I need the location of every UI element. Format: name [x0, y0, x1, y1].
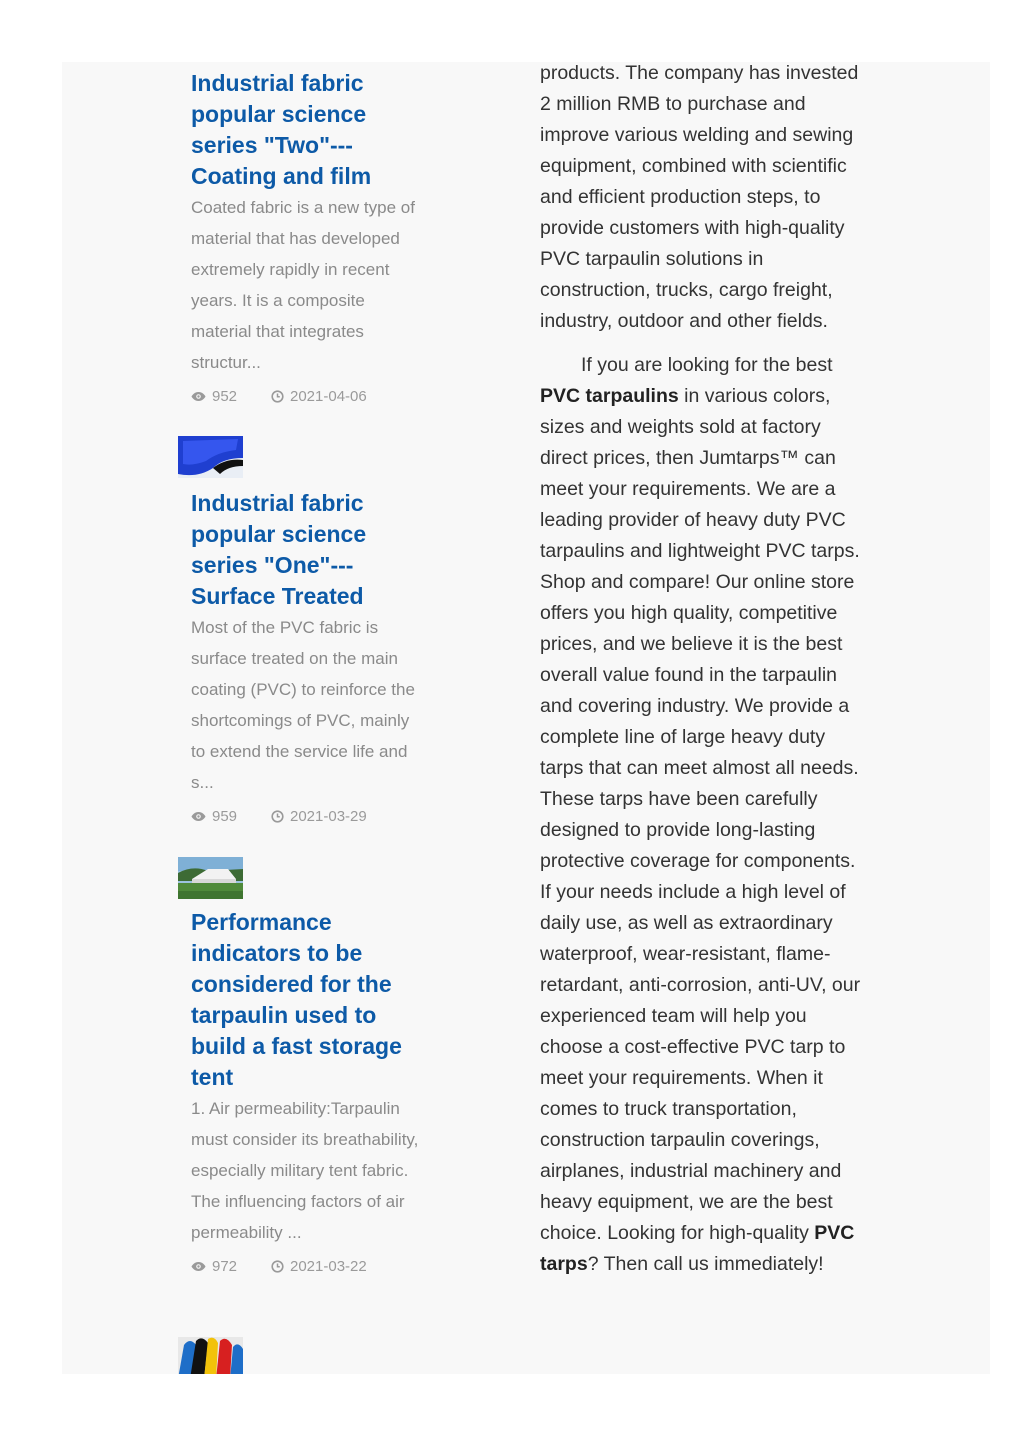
article-meta — [191, 802, 431, 830]
article-title-link[interactable]: Industrial fabric popular science series "Two"---Coating and film — [191, 70, 372, 189]
content-panel — [62, 62, 990, 1374]
storage-tent-image — [178, 857, 243, 899]
article-thumbnail[interactable] — [178, 857, 243, 899]
view-count — [191, 388, 271, 405]
publish-date — [271, 808, 367, 825]
publish-date-value: 2021-03-29 — [290, 807, 367, 825]
article-item — [191, 68, 431, 410]
keyword-pvc-tarps: PVC tarps — [540, 1222, 855, 1275]
clock-icon — [271, 810, 284, 823]
clock-icon — [271, 1260, 284, 1273]
view-count-value: 952 — [212, 387, 238, 405]
article-title-link[interactable]: Performance indicators to be considered for the tarpaulin used to build a fast storage tent — [191, 909, 402, 1090]
keyword-pvc-tarpaulins: PVC tarpaulins — [540, 385, 679, 407]
publish-date — [271, 1258, 367, 1275]
view-count — [191, 808, 271, 825]
view-count-value: 959 — [212, 807, 238, 825]
eye-icon — [191, 391, 206, 402]
article-thumbnail[interactable] — [178, 1337, 243, 1374]
body-text: ? Then call us immediately! — [587, 1253, 824, 1275]
body-text: in various colors, sizes and weights sold at factory direct prices, then Jumtarps™ can meet your requirements. We are a leading provider of heavy duty PVC tarpaulins and lightweight PVC tarps. Shop and compare! Our online store offers you high quality, competitive prices, and we believe it is the best overall value found in the tarpaulin and covering industry. We provide a complete line of large heavy duty tarps that can meet almost all needs. These tarps have been carefully designed to provide long-lasting protective coverage for components. If your needs include a high level of daily use, as well as extraordinary waterproof, wear-resistant, flame-retardant, anti-corrosion, anti-UV, our experienced team will help you choose a cost-effective PVC tarp to meet your requirements. When it comes to truck transportation, construction tarpaulin coverings, airplanes, industrial machinery and heavy equipment, we are the best choice. Looking for high-quality — [540, 385, 861, 1244]
clock-icon — [271, 390, 284, 403]
article-excerpt: Coated fabric is a new type of material that has developed extremely rapidly in recent years. It is a composite material that integrates structur... — [191, 198, 415, 372]
blue-fabric-image — [178, 436, 243, 478]
view-count — [191, 1258, 271, 1275]
publish-date-value: 2021-03-22 — [290, 1257, 367, 1275]
view-count-value: 972 — [212, 1257, 238, 1275]
body-text: If you are looking for the best — [581, 354, 833, 376]
article-thumbnail[interactable] — [178, 436, 243, 478]
article-meta — [191, 1252, 431, 1280]
article-item — [191, 907, 431, 1280]
body-paragraph: products. The company has invested 2 million RMB to purchase and improve various welding and sewing equipment, combined with scientific and efficient production steps, to provide customers with high-quality PVC tarpaulin solutions in construction, trucks, cargo freight, industry, outdoor and other fields. — [540, 62, 859, 332]
article-title-link[interactable]: Industrial fabric popular science series "One"---Surface Treated — [191, 490, 367, 609]
eye-icon — [191, 811, 206, 822]
publish-date — [271, 388, 367, 405]
article-body — [540, 62, 865, 1280]
article-item — [191, 488, 431, 830]
colored-tubes-image — [178, 1337, 243, 1374]
body-paragraph — [540, 350, 865, 1280]
article-excerpt: Most of the PVC fabric is surface treated on the main coating (PVC) to reinforce the shortcomings of PVC, mainly to extend the service life and s... — [191, 618, 415, 792]
article-excerpt: 1. Air permeability:Tarpaulin must consider its breathability, especially military tent fabric. The influencing factors of air permeability ... — [191, 1099, 419, 1242]
publish-date-value: 2021-04-06 — [290, 387, 367, 405]
eye-icon — [191, 1261, 206, 1272]
article-meta — [191, 382, 431, 410]
